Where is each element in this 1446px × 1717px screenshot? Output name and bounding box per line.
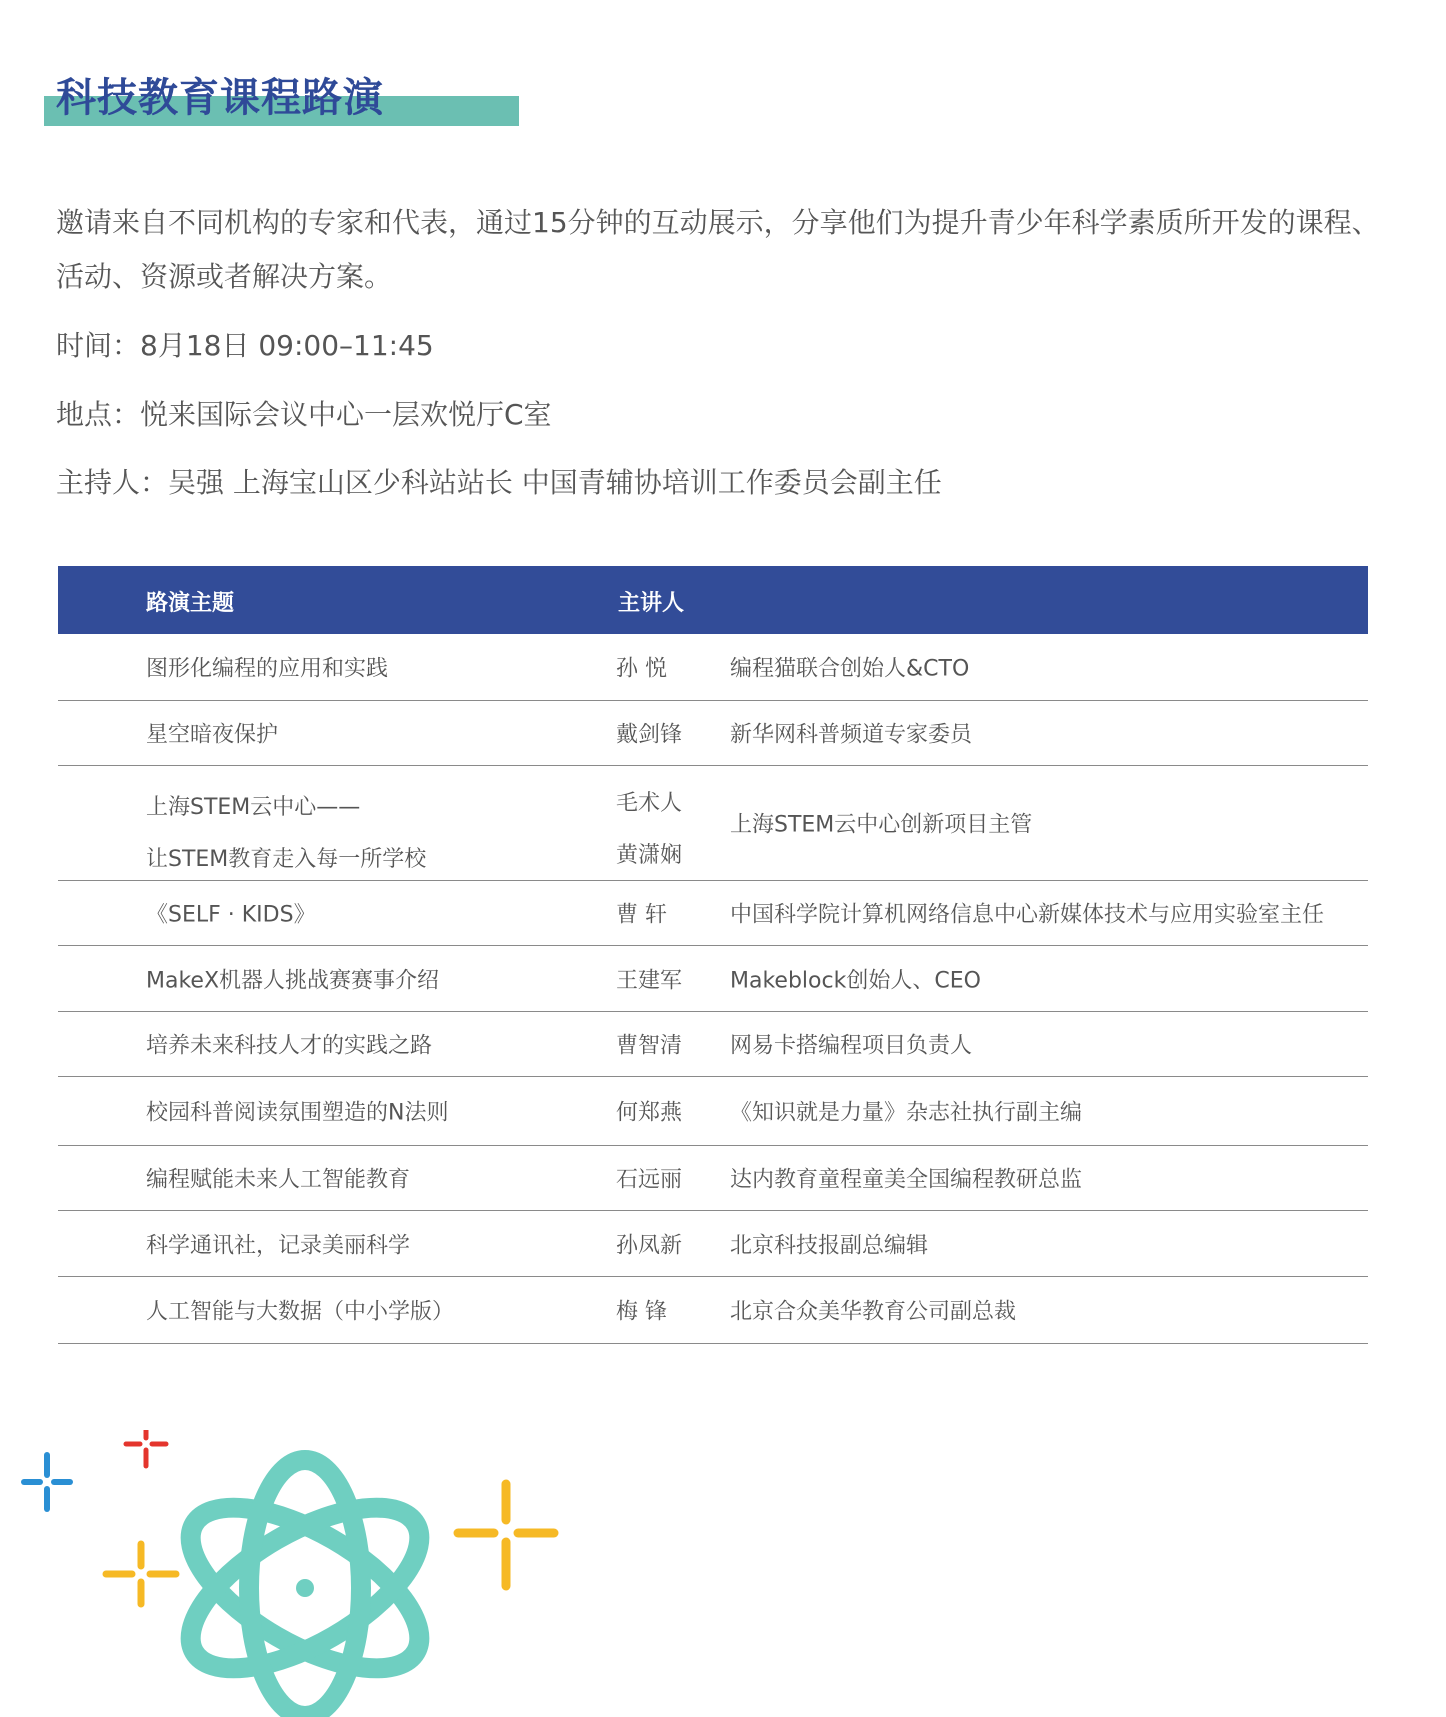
- row-speaker-role: 编程猫联合创始人&CTO: [730, 656, 970, 682]
- row-speaker-role: 网易卡搭编程项目负责人: [730, 1033, 973, 1059]
- sparkle-icon: [106, 1544, 176, 1604]
- roadshow-table: [58, 566, 1368, 1344]
- row-topic: MakeX机器人挑战赛赛事介绍: [146, 968, 440, 993]
- row-speaker-role: 北京科技报副总编辑: [730, 1233, 929, 1258]
- row-topic: 科学通讯社，记录美丽科学: [146, 1233, 411, 1258]
- event-host: 主持人：吴强 上海宝山区少科站站长 中国青辅协培训工作委员会副主任: [56, 466, 942, 499]
- row-topic: 《SELF · KIDS》: [146, 902, 316, 928]
- row-speaker-role: 《知识就是力量》杂志社执行副主编: [730, 1100, 1083, 1126]
- row-topic: 星空暗夜保护: [146, 722, 279, 748]
- table-row: [58, 1077, 1368, 1146]
- row-speaker-name: 曹智清: [616, 1033, 683, 1059]
- row-topic: 上海STEM云中心——: [146, 795, 361, 820]
- row-topic: 校园科普阅读氛围塑造的N法则: [146, 1100, 449, 1126]
- row-speaker-name-2: 黄潇娴: [616, 843, 683, 868]
- sparkle-icon: [126, 1430, 166, 1466]
- column-header-topic: 路演主题: [146, 591, 235, 616]
- atom-nucleus: [296, 1579, 314, 1597]
- table-row: [58, 1211, 1368, 1277]
- decoration: [0, 1430, 600, 1717]
- row-topic: 培养未来科技人才的实践之路: [146, 1033, 433, 1059]
- row-speaker-name: 何郑燕: [616, 1100, 683, 1126]
- row-speaker-name: 孙 悦: [616, 656, 667, 682]
- sparkle-icon: [458, 1484, 554, 1586]
- page-title: 科技教育课程路演: [56, 75, 384, 121]
- table-row: [58, 1277, 1368, 1344]
- row-speaker-role: 中国科学院计算机网络信息中心新媒体技术与应用实验室主任: [730, 902, 1325, 928]
- row-topic-line2: 让STEM教育走入每一所学校: [146, 847, 427, 872]
- row-speaker-name: 毛术人: [616, 791, 683, 816]
- row-speaker-role: 上海STEM云中心创新项目主管: [730, 812, 1033, 838]
- row-topic: 编程赋能未来人工智能教育: [146, 1167, 411, 1193]
- row-topic: 图形化编程的应用和实践: [146, 656, 389, 682]
- intro-paragraph: 邀请来自不同机构的专家和代表，通过15分钟的互动展示，分享他们为提升青少年科学素质所开发的课程、活动、资源或者解决方案。: [56, 206, 1380, 293]
- row-speaker-name: 戴剑锋: [616, 722, 683, 748]
- row-speaker-role: 达内教育童程童美全国编程教研总监: [730, 1167, 1083, 1193]
- table-row: [58, 946, 1368, 1012]
- row-topic: 人工智能与大数据（中小学版）: [146, 1299, 455, 1325]
- row-speaker-name: 梅 锋: [616, 1299, 667, 1325]
- column-header-speaker: 主讲人: [618, 591, 685, 616]
- event-place: 地点：悦来国际会议中心一层欢悦厅C室: [56, 398, 552, 431]
- table-row: [58, 1012, 1368, 1077]
- table-row: [58, 766, 1368, 881]
- section-title: [40, 72, 510, 132]
- row-speaker-name: 石远丽: [616, 1167, 683, 1193]
- table-row: [58, 881, 1368, 946]
- table-row: [58, 701, 1368, 766]
- row-speaker-role: 北京合众美华教育公司副总裁: [730, 1299, 1017, 1325]
- row-speaker-role: Makeblock创始人、CEO: [730, 968, 981, 993]
- table-row: [58, 1146, 1368, 1211]
- sparkle-icon: [24, 1455, 70, 1509]
- table-row: [58, 634, 1368, 701]
- row-speaker-name: 孙凤新: [616, 1233, 683, 1258]
- row-speaker-name: 王建军: [616, 968, 683, 993]
- row-speaker-role: 新华网科普频道专家委员: [730, 722, 973, 748]
- row-speaker-name: 曹 轩: [616, 902, 667, 928]
- event-time: 时间：8月18日 09:00–11:45: [56, 329, 434, 362]
- table-header: [58, 566, 1368, 634]
